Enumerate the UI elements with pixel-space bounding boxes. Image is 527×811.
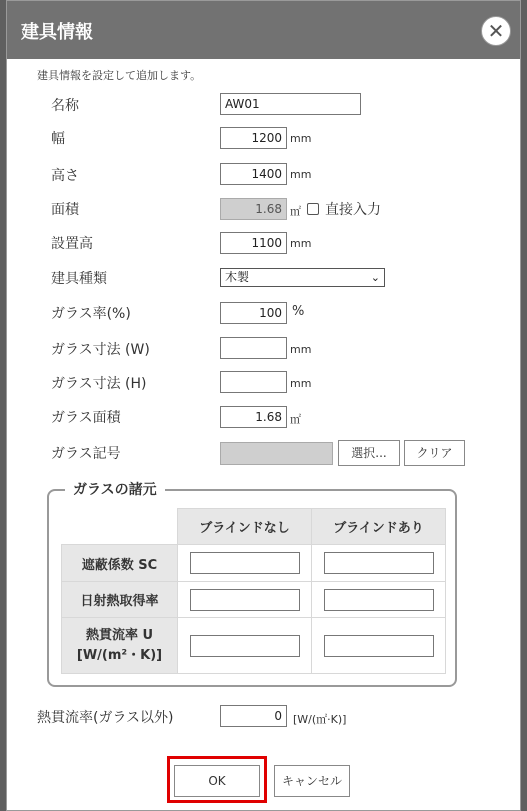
install-height-label: 設置高 bbox=[51, 236, 93, 252]
width-input[interactable]: 1200 bbox=[220, 127, 287, 149]
close-icon: ✕ bbox=[487, 19, 505, 43]
other-u-label: 熱貫流率(ガラス以外) bbox=[37, 710, 174, 726]
solar-with-blind-input[interactable] bbox=[324, 589, 434, 611]
glass-ratio-label: ガラス率(%) bbox=[51, 306, 131, 322]
table-header-row bbox=[62, 509, 446, 545]
row-header-u-value bbox=[62, 618, 178, 674]
row-header-sc: 遮蔽係数 SC bbox=[62, 545, 178, 582]
solar-no-blind-input[interactable] bbox=[190, 589, 300, 611]
fitting-type-select[interactable] bbox=[220, 268, 385, 287]
glass-h-label: ガラス寸法 (H) bbox=[51, 376, 147, 392]
glass-h-input[interactable] bbox=[220, 371, 287, 393]
glass-code-display bbox=[220, 442, 333, 465]
u-with-blind-input[interactable] bbox=[324, 635, 434, 657]
glass-ratio-unit: % bbox=[292, 304, 305, 319]
sc-no-blind-input[interactable] bbox=[190, 552, 300, 574]
chevron-down-icon: ⌄ bbox=[370, 271, 380, 284]
u-no-blind-cell bbox=[178, 618, 312, 674]
width-label: 幅 bbox=[51, 131, 65, 147]
area-unit: ㎡ bbox=[290, 205, 301, 218]
u-with-blind-cell bbox=[312, 618, 446, 674]
glass-area-input[interactable]: 1.68 bbox=[220, 406, 287, 428]
u-value-label: 熱貫流率 U bbox=[85, 627, 154, 643]
table-row bbox=[62, 582, 446, 618]
glass-spec-table bbox=[61, 508, 446, 674]
glass-h-unit: mm bbox=[290, 377, 312, 390]
area-input[interactable]: 1.68 bbox=[220, 198, 287, 220]
name-input[interactable]: AW01 bbox=[220, 93, 361, 115]
solar-no-blind-cell bbox=[178, 582, 312, 618]
col-header-with-blind: ブラインドあり bbox=[312, 509, 446, 545]
solar-with-blind-cell bbox=[312, 582, 446, 618]
direct-input-checkbox[interactable] bbox=[307, 203, 319, 215]
ok-button[interactable]: OK bbox=[174, 765, 260, 797]
width-unit: mm bbox=[290, 132, 312, 145]
table-row bbox=[62, 618, 446, 674]
sc-with-blind-cell bbox=[312, 545, 446, 582]
sc-no-blind-cell bbox=[178, 545, 312, 582]
cancel-button[interactable]: キャンセル bbox=[274, 765, 350, 797]
dialog-titlebar bbox=[7, 1, 520, 59]
col-header-no-blind: ブラインドなし bbox=[178, 509, 312, 545]
glass-code-label: ガラス記号 bbox=[51, 446, 121, 462]
height-unit: mm bbox=[290, 168, 312, 181]
dialog-title: 建具情報 bbox=[21, 22, 93, 43]
fitting-info-dialog bbox=[6, 0, 521, 811]
u-no-blind-input[interactable] bbox=[190, 635, 300, 657]
table-corner bbox=[62, 509, 178, 545]
glass-area-label: ガラス面積 bbox=[51, 410, 121, 426]
name-label: 名称 bbox=[51, 98, 79, 114]
select-glass-button[interactable]: 選択... bbox=[338, 440, 400, 466]
row-header-solar-gain: 日射熱取得率 bbox=[62, 582, 178, 618]
height-input[interactable]: 1400 bbox=[220, 163, 287, 185]
close-button[interactable] bbox=[481, 16, 511, 46]
glass-w-unit: mm bbox=[290, 343, 312, 356]
dialog-description: 建具情報を設定して追加します。 bbox=[37, 69, 202, 82]
area-label: 面積 bbox=[51, 202, 79, 218]
glass-area-unit: ㎡ bbox=[290, 413, 301, 426]
install-height-unit: mm bbox=[290, 237, 312, 250]
install-height-input[interactable]: 1100 bbox=[220, 232, 287, 254]
clear-glass-button[interactable]: クリア bbox=[404, 440, 465, 466]
fitting-type-label: 建具種類 bbox=[51, 271, 107, 287]
u-value-unit-label: [W/(m²・K)] bbox=[76, 647, 163, 663]
other-u-input[interactable]: 0 bbox=[220, 705, 287, 727]
fitting-type-value: 木製 bbox=[225, 270, 250, 284]
sc-with-blind-input[interactable] bbox=[324, 552, 434, 574]
glass-ratio-input[interactable]: 100 bbox=[220, 302, 287, 324]
glass-w-input[interactable] bbox=[220, 337, 287, 359]
glass-spec-legend: ガラスの諸元 bbox=[65, 479, 165, 499]
height-label: 高さ bbox=[51, 168, 79, 184]
direct-input-label: 直接入力 bbox=[325, 202, 381, 218]
other-u-unit: [W/(㎡·K)] bbox=[293, 713, 347, 726]
glass-w-label: ガラス寸法 (W) bbox=[51, 342, 150, 358]
table-row bbox=[62, 545, 446, 582]
